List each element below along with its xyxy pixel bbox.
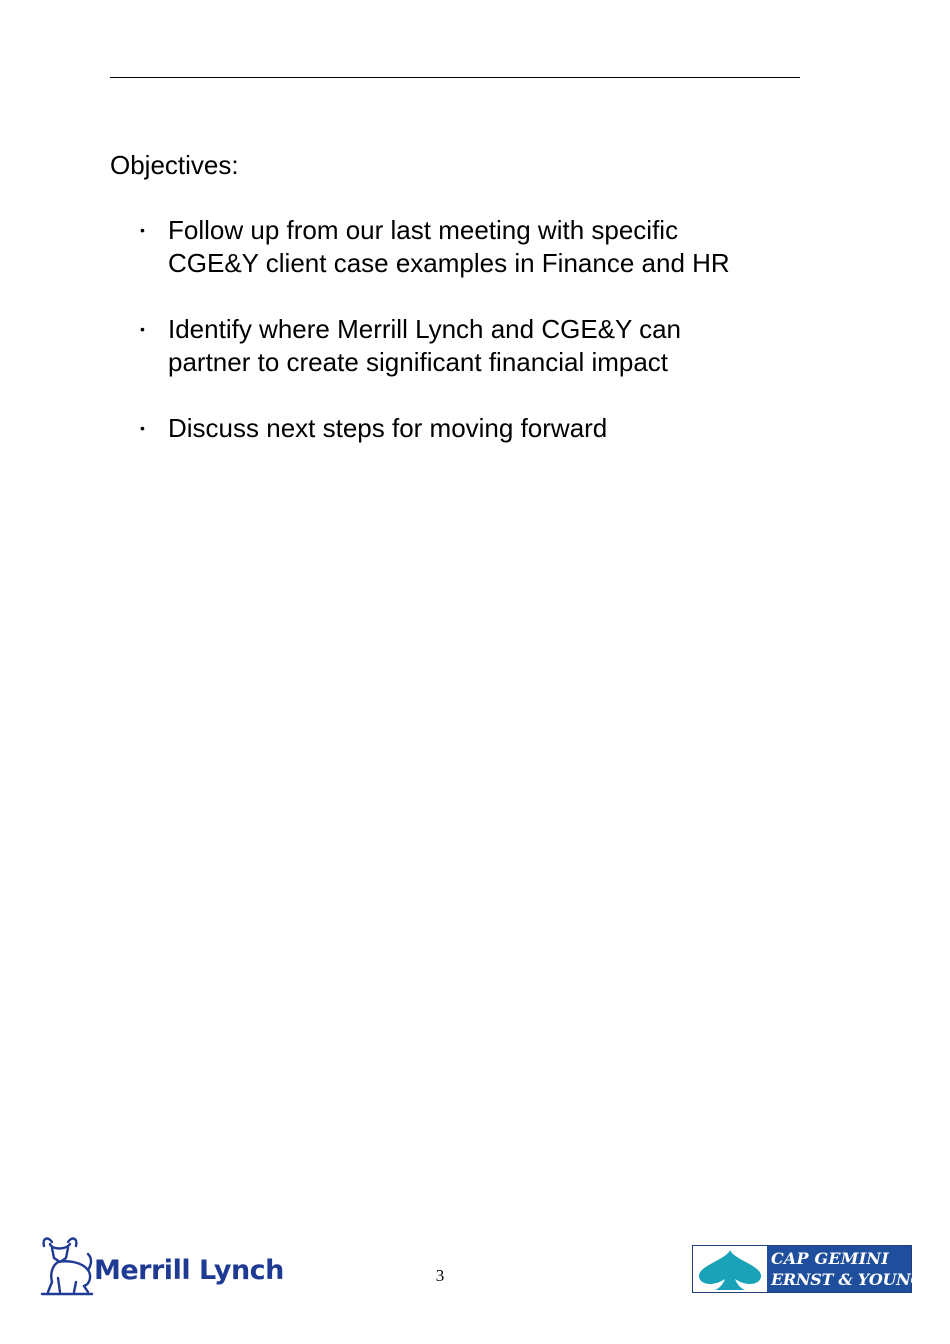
cap-gemini-ernst-young-logo: [692, 1245, 924, 1293]
spade-icon: [693, 1246, 767, 1292]
company-name-line2: ERNST & YOUNG: [771, 1270, 924, 1289]
merrill-lynch-wordmark: Merrill Lynch: [94, 1255, 284, 1286]
list-item-line: Discuss next steps for moving forward: [168, 413, 608, 443]
bullet-icon: •: [140, 222, 145, 238]
company-name-line1: CAP GEMINI: [771, 1249, 889, 1268]
list-item: [110, 412, 830, 445]
list-item-line: CGE&Y client case examples in Finance and HR: [168, 248, 730, 278]
bullet-icon: •: [140, 321, 145, 337]
company-name-panel: [767, 1246, 924, 1292]
list-item-line: Follow up from our last meeting with specific: [168, 215, 679, 245]
spade-panel: [693, 1246, 767, 1292]
list-item-line: Identify where Merrill Lynch and CGE&Y can: [168, 314, 682, 344]
objectives-list: [110, 214, 830, 478]
list-item-line: partner to create significant financial impact: [168, 347, 669, 377]
bull-icon: [38, 1234, 94, 1296]
page-number: 3: [435, 1266, 445, 1285]
list-item: [110, 214, 830, 280]
merrill-lynch-logo: [38, 1234, 298, 1296]
page-heading: Objectives:: [110, 150, 239, 180]
top-rule: [110, 77, 800, 78]
bullet-icon: •: [140, 420, 145, 436]
list-item: [110, 313, 830, 379]
